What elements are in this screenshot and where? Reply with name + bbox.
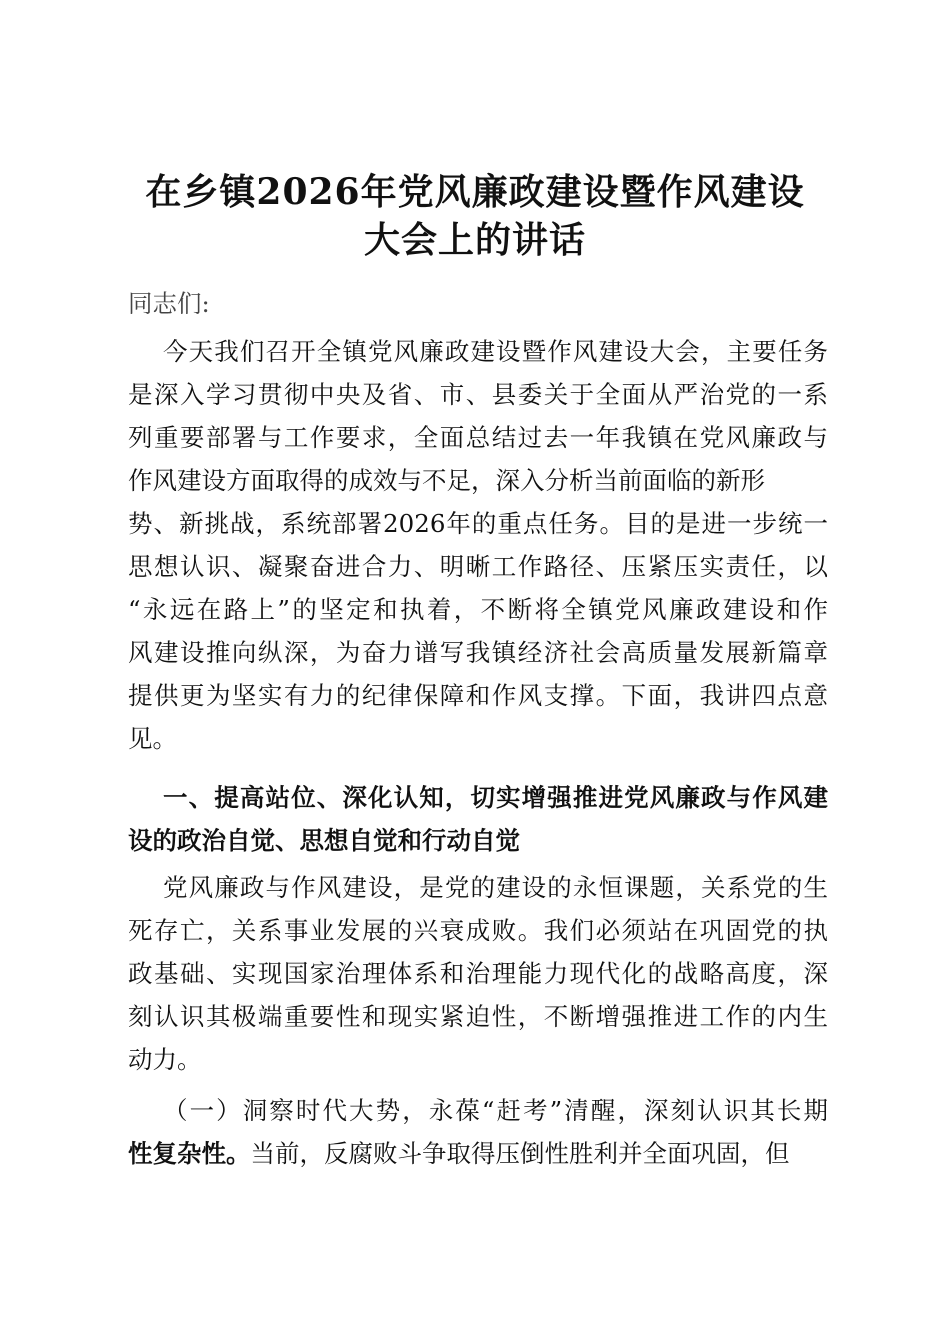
paragraph-1-line: “永远在路上”的坚定和执着，不断将全镇党风廉政建设和作: [128, 595, 828, 624]
paragraph-1-line: 今天我们召开全镇党风廉政建设暨作风建设大会，主要任务: [163, 337, 828, 366]
subsection-line-2: [128, 1139, 828, 1169]
speech-title-line-2: 大会上的讲话: [363, 219, 586, 261]
subsection-heading-1-end: 性复杂性。: [128, 1139, 251, 1168]
greeting: 同志们:: [128, 289, 210, 318]
section-heading-1: 一、提高站位、深化认知，切实增强推进党风廉政与作风建: [163, 783, 828, 812]
paragraph-2-line: 刻认识其极端重要性和现实紧迫性，不断增强推进工作的内生: [128, 1002, 828, 1031]
section-heading-1-cont: 设的政治自觉、思想自觉和行动自觉: [128, 826, 520, 855]
paragraph-1-line: 是深入学习贯彻中央及省、市、县委关于全面从严治党的一系: [128, 380, 828, 409]
paragraph-1-line: 势、新挑战，系统部署2026年的重点任务。目的是进一步统一: [128, 509, 828, 538]
paragraph-1-line: 列重要部署与工作要求，全面总结过去一年我镇在党风廉政与: [128, 423, 828, 452]
paragraph-2-line: 政基础、实现国家治理体系和治理能力现代化的战略高度，深: [128, 959, 828, 988]
paragraph-2-line: 死存亡，关系事业发展的兴衰成败。我们必须站在巩固党的执: [128, 916, 828, 945]
paragraph-2-line: 党风廉政与作风建设，是党的建设的永恒课题，关系党的生: [163, 873, 828, 902]
subsection-body-text: 当前，反腐败斗争取得压倒性胜利并全面巩固，但: [250, 1139, 790, 1168]
paragraph-1-line: 作风建设方面取得的成效与不足，深入分析当前面临的新形: [128, 466, 765, 495]
speech-title-line-1: 在乡镇2026年党风廉政建设暨作风建设: [145, 171, 805, 213]
subsection-heading-1: （一）洞察时代大势，永葆“赶考”清醒，深刻认识其长期: [163, 1096, 828, 1125]
paragraph-1-line: 思想认识、凝聚奋进合力、明晰工作路径、压紧压实责任，以: [128, 552, 828, 581]
paragraph-1-line: 风建设推向纵深，为奋力谱写我镇经济社会高质量发展新篇章: [128, 638, 828, 667]
paragraph-1-line: 提供更为坚实有力的纪律保障和作风支撑。下面，我讲四点意: [128, 681, 828, 710]
paragraph-2-line: 动力。: [128, 1045, 202, 1074]
paragraph-1-line: 见。: [128, 724, 177, 753]
